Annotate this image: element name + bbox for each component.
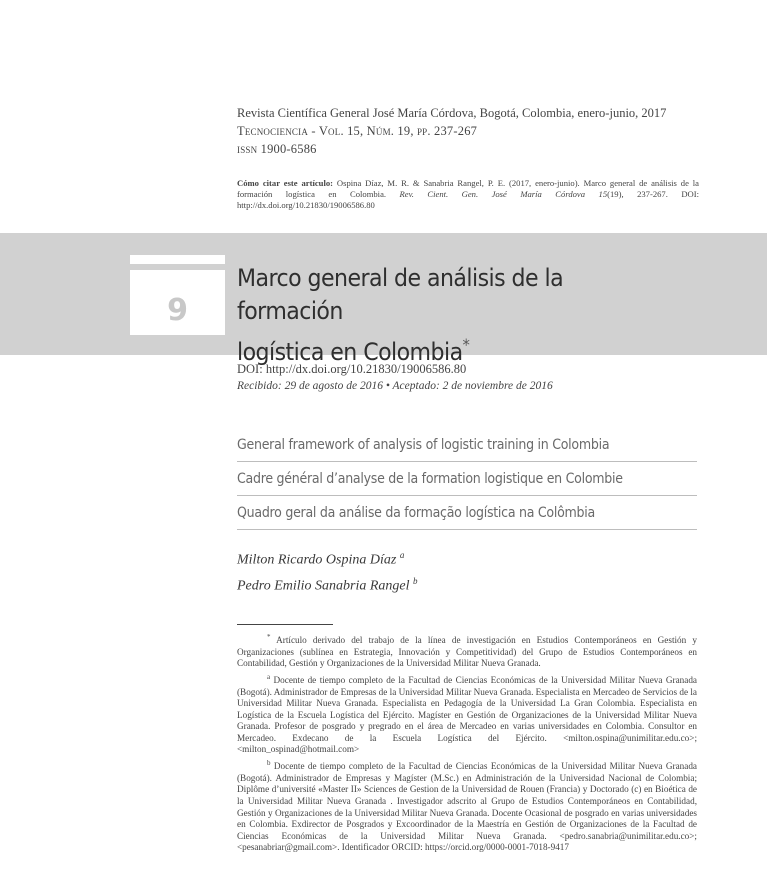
footnote-mark: * [267,633,271,641]
author-1-mark[interactable]: a [399,550,405,560]
footnote-author-a: $^a$ Docente de tiempo completo de la Facultad de Ciencias Económicas de la Universidad Militar Nueva Granada (Bogotá). Administrador de Empresas de la Universidad Militar Nueva Granada. Especialista en Mercadeo de Servicios de la Universidad Militar Nueva Granada. Especialista en Pedagogía de la Universidad La Gran Colombia. Especialista en Logística de la Escuela Logística del Ejército. Magíster en Gestión de Organizaciones de la Universidad Militar Nueva Granada. Profesor de posgrado y pregrado en el área de Mercadeo en varias universidades en Colombia. Consultor en Mercadeo. Exdecano de la Escuela Logística del Ejército. <milton.ospina@unimilitar.edu.co>; <milton_ospinad@hotmail.com> [237,672,697,755]
alt-title-english: General framework of analysis of logistic training in Colombia [237,428,697,462]
article-title-line1: Marco general de análisis de la formación [237,264,564,325]
author-2-mark[interactable]: b [413,575,418,586]
title-footnote-marker[interactable]: * [462,335,470,354]
citation-label: Cómo citar este artículo: [237,178,334,188]
footnote-rule [237,624,333,625]
author-1: Milton Ricardo Ospina Díaz $^a$ [237,550,405,568]
journal-name-line: Revista Científica General José María Córdova, Bogotá, Colombia, enero-junio, 2017 [237,106,667,120]
citation-journal: Rev. Cient. Gen. José María Córdova 15 [399,189,608,199]
alt-title-french: Cadre général d’analyse de la formation logistique en Colombie [237,462,697,496]
authors-list [237,545,418,596]
citation-tail: (19), 237-267. DOI: http://dx.doi.org/10.21830/19006586.80 [237,189,700,210]
chapter-number: 9 [167,293,188,328]
received-accepted-dates: Recibido: 29 de agosto de 2016 • Aceptado: 2 de noviembre de 2016 [237,380,553,392]
footnote-mark: b [267,759,271,768]
citation-text: Ospina Díaz, M. R. & Sanabria Rangel, P. E. (2017, enero-junio). Marco general de análisis de la formación logística en Colombia. [237,178,699,199]
footnote-article: * Artículo derivado del trabajo de la línea de investigación en Estudios Contemporáneos en Gestión y Organizaciones (sublínea en Estrategia, Innovación y Competitividad) del Grupo de Estudios Contemporáneos en Contabilidad, Gestión y Organizaciones de la Universidad Militar Nueva Granada. [237,633,697,669]
journal-issn-line: issn 1900-6586 [237,142,317,156]
footnote-author-b: $^b$ Docente de tiempo completo de la Facultad de Ciencias Económicas de la Universidad Militar Nueva Granada (Bogotá). Administrador de Empresas y Magíster (M.Sc.) en Administración de la Universidad Nacional de Colombia; Diplôme d’université «Master II» Sciences de Gestion de la Universidad de Rouen (Francia) y Doctorado (c) en Bioética de la Universidad Militar Nueva Granada . Investigador adscrito al Grupo de Estudios Contemporáneos en Contabilidad, Gestión y Organizaciones de la Universidad Militar Nueva Granada. Docente Ocasional de posgrado en varias universidades en Colombia. Exdirector de Posgrados y Excoordinador de la Maestría en Gestión de Organizaciones de la Facultad de Ciencias Económicas de la Universidad Militar Nueva Granada. <pedro.sanabria@unimilitar.edu.co>; <pesanabriar@gmail.com>. Identificador ORCID: https://orcid.org/0000-0001-7018-9417 [237,759,697,853]
alt-title-portuguese: Quadro geral da análise da formação logística na Colômbia [237,496,697,530]
chapter-badge [130,255,225,335]
article-title [237,262,660,369]
citation-block [237,178,699,211]
journal-header [237,104,666,158]
article-title-line2: logística en Colombia [237,338,463,366]
footnotes [237,632,697,856]
footnote-mark: a [267,672,271,681]
doi-link[interactable]: DOI: http://dx.doi.org/10.21830/19006586.80 [237,362,467,376]
journal-volume-line: Tecnociencia - Vol. 15, Núm. 19, pp. 237-267 [237,124,478,138]
author-2: Pedro Emilio Sanabria Rangel $^b$ [237,575,418,594]
alternate-titles [237,428,697,530]
chapter-badge-bar [130,255,225,264]
